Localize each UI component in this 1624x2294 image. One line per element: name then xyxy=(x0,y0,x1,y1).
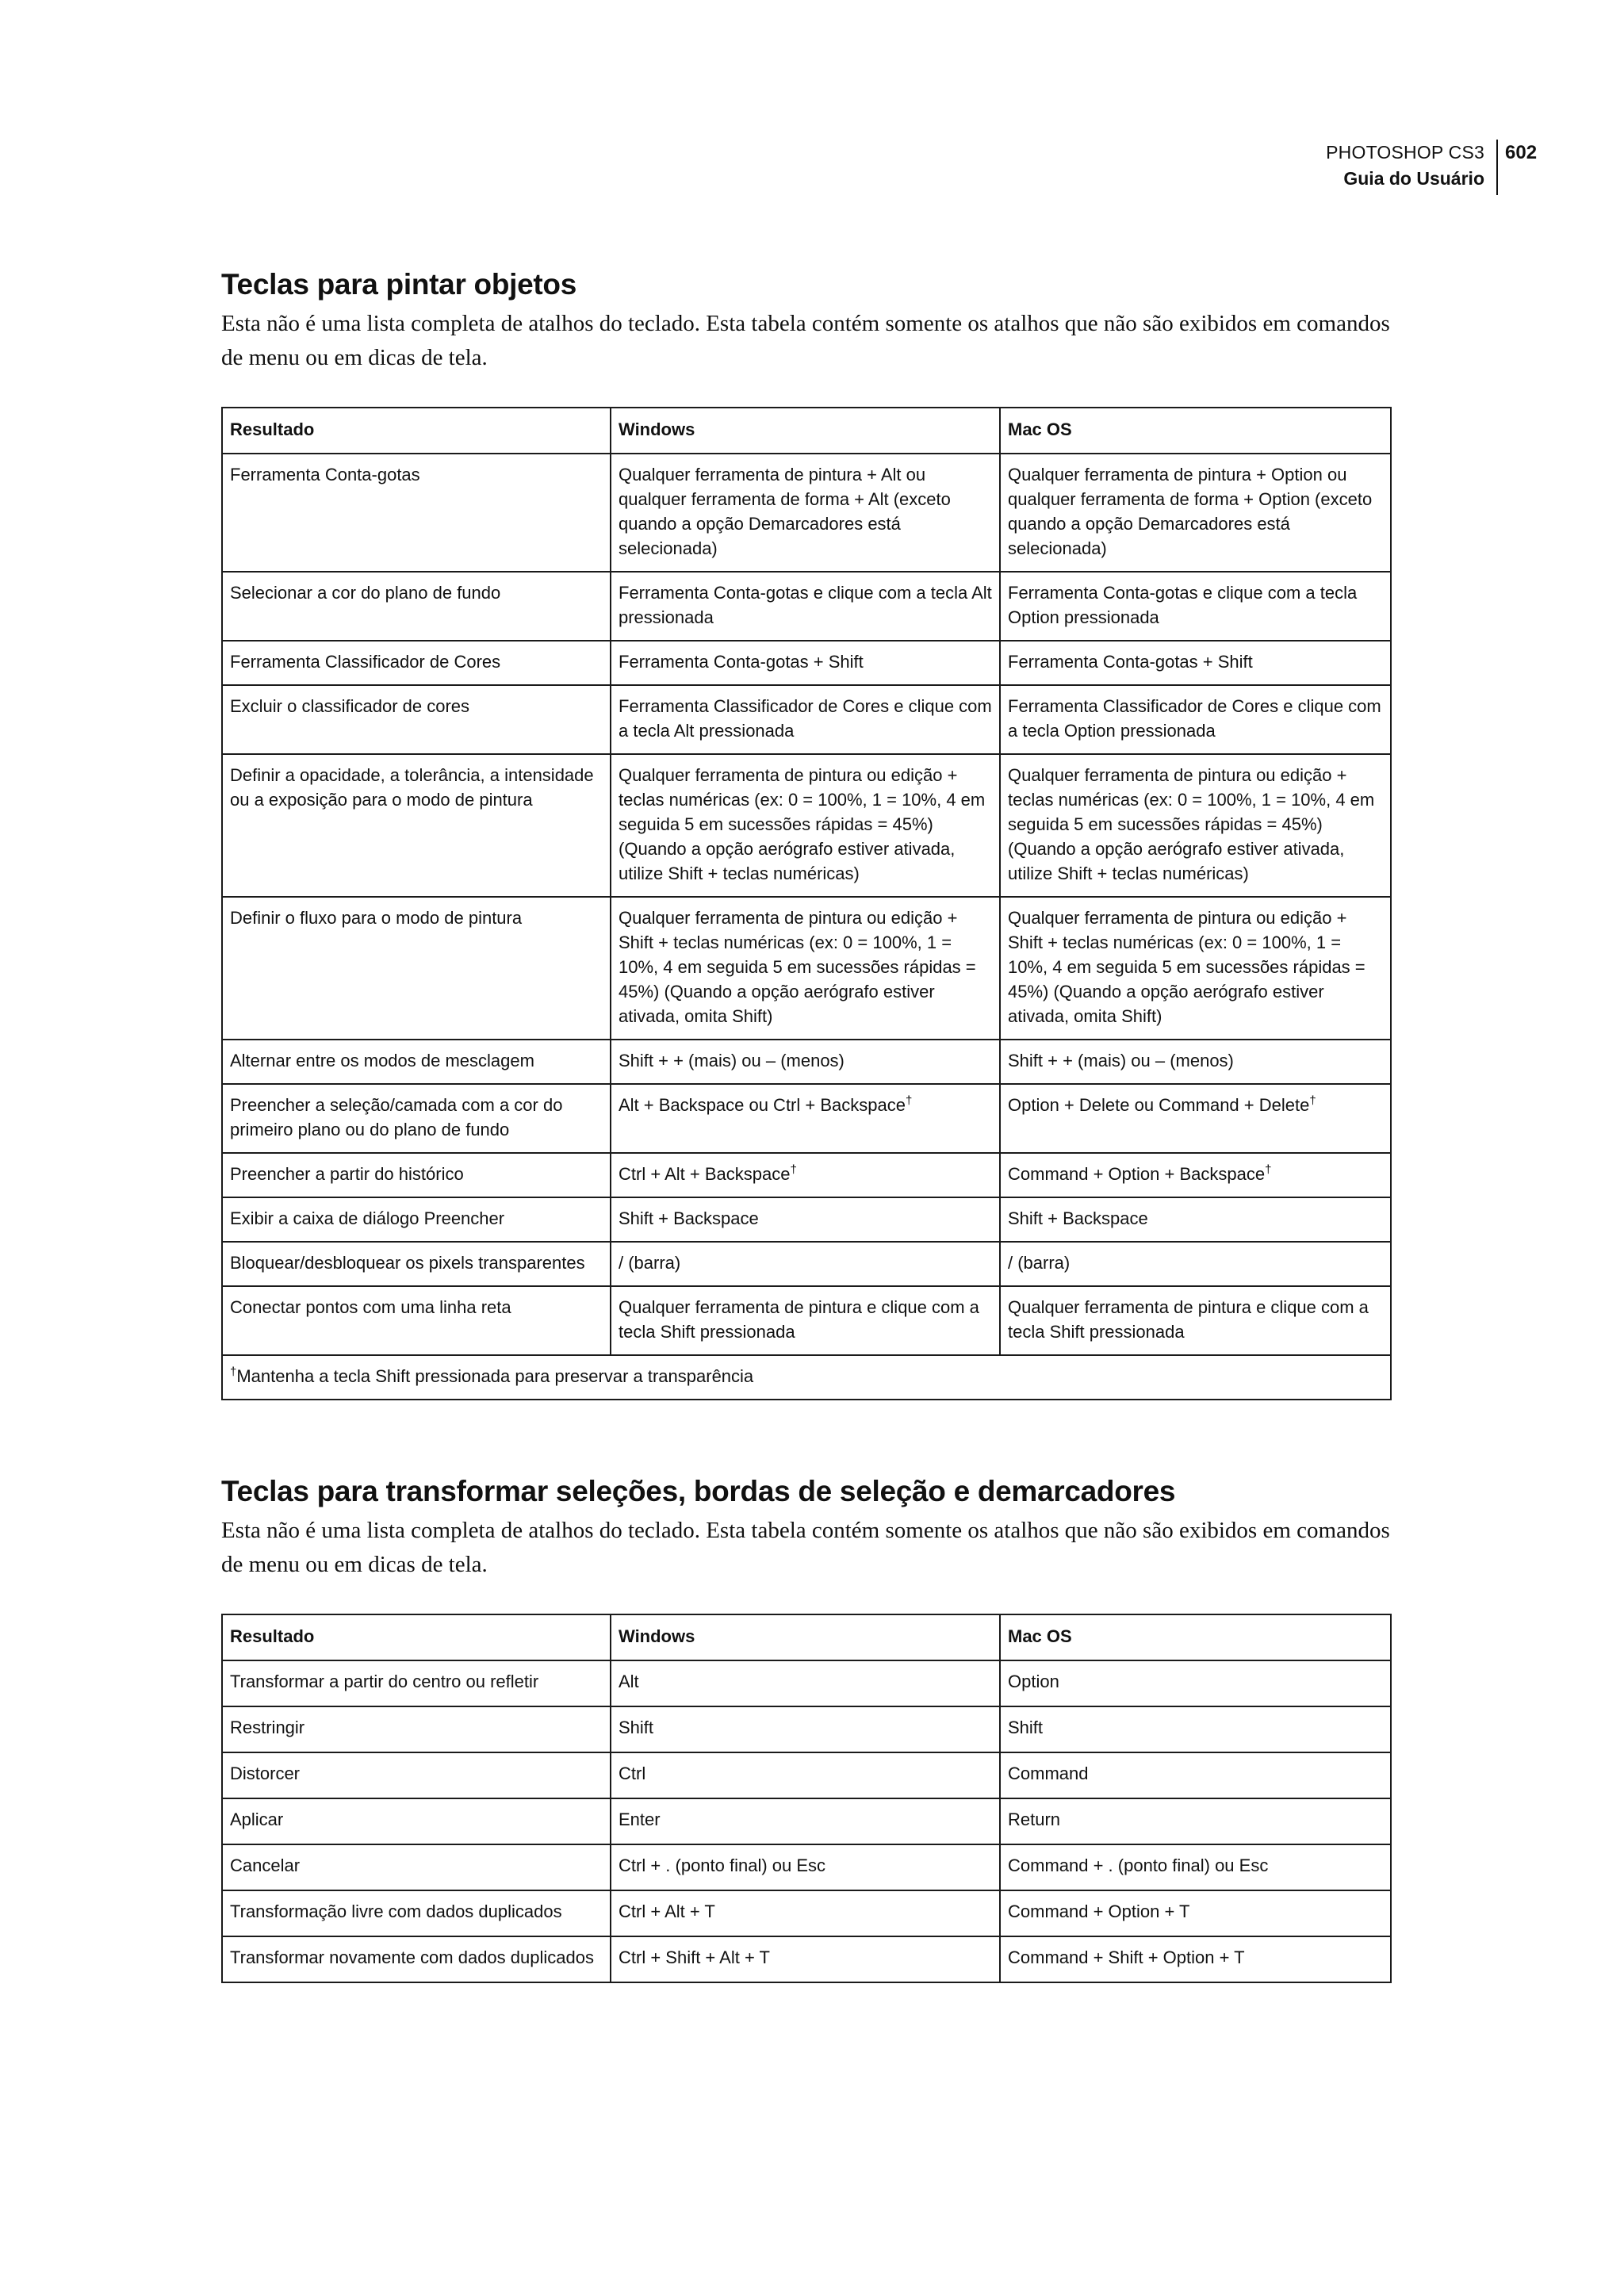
header-divider xyxy=(1496,140,1498,195)
cell-macos: Option + Delete ou Command + Delete† xyxy=(1000,1084,1391,1153)
cell-windows: Qualquer ferramenta de pintura ou edição + Shift + teclas numéricas (ex: 0 = 100%, 1 = 10%, 4 em seguida 5 em sucessões rápidas = 45%) (Quando a opção aerógrafo estiver ativada, omita Shift) xyxy=(611,897,1000,1040)
table-row xyxy=(222,1936,1391,1982)
cell-macos: Command + . (ponto final) ou Esc xyxy=(1000,1844,1391,1890)
table-body xyxy=(222,1660,1391,1982)
cell-macos: Ferramenta Conta-gotas + Shift xyxy=(1000,641,1391,685)
cell-windows: / (barra) xyxy=(611,1242,1000,1286)
header-guide: Guia do Usuário xyxy=(1343,168,1484,189)
cell-macos: Shift + + (mais) ou – (menos) xyxy=(1000,1040,1391,1084)
table-header-row xyxy=(222,408,1391,454)
table-row xyxy=(222,1084,1391,1153)
cell-result: Exibir a caixa de diálogo Preencher xyxy=(222,1197,611,1242)
cell-result: Bloquear/desbloquear os pixels transparentes xyxy=(222,1242,611,1286)
footnote-mark: † xyxy=(905,1093,913,1108)
cell-result: Restringir xyxy=(222,1706,611,1752)
cell-windows: Qualquer ferramenta de pintura ou edição + teclas numéricas (ex: 0 = 100%, 1 = 10%, 4 em seguida 5 em sucessões rápidas = 45%) (Quando a opção aerógrafo estiver ativada, utilize Shift + teclas numéricas) xyxy=(611,754,1000,897)
footnote-mark: † xyxy=(790,1162,797,1177)
cell-macos: Shift + Backspace xyxy=(1000,1197,1391,1242)
cell-macos: Qualquer ferramenta de pintura + Option ou qualquer ferramenta de forma + Option (exceto quando a opção Demarcadores está selecionada) xyxy=(1000,454,1391,572)
cell-macos: Command + Shift + Option + T xyxy=(1000,1936,1391,1982)
cell-macos: Qualquer ferramenta de pintura ou edição + teclas numéricas (ex: 0 = 100%, 1 = 10%, 4 em seguida 5 em sucessões rápidas = 45%) (Quando a opção aerógrafo estiver ativada, utilize Shift + teclas numéricas) xyxy=(1000,754,1391,897)
cell-windows: Alt + Backspace ou Ctrl + Backspace† xyxy=(611,1084,1000,1153)
column-header-macos: Mac OS xyxy=(1000,1614,1391,1660)
table-row xyxy=(222,1890,1391,1936)
cell-windows: Ctrl xyxy=(611,1752,1000,1798)
cell-macos: Qualquer ferramenta de pintura ou edição + Shift + teclas numéricas (ex: 0 = 100%, 1 = 10%, 4 em seguida 5 em sucessões rápidas = 45%) (Quando a opção aerógrafo estiver ativada, omita Shift) xyxy=(1000,897,1391,1040)
cell-windows: Shift + + (mais) ou – (menos) xyxy=(611,1040,1000,1084)
table-row xyxy=(222,1798,1391,1844)
shortcut-table-transform xyxy=(221,1614,1392,1983)
table-row xyxy=(222,897,1391,1040)
page-header xyxy=(0,140,1624,195)
shortcut-table-painting xyxy=(221,407,1392,1400)
cell-macos: Option xyxy=(1000,1660,1391,1706)
running-header xyxy=(1326,140,1497,192)
section-painting-keys xyxy=(221,266,1390,1400)
section-title: Teclas para pintar objetos xyxy=(221,268,576,301)
column-header-result: Resultado xyxy=(222,1614,611,1660)
cell-result: Cancelar xyxy=(222,1844,611,1890)
section-intro: Esta não é uma lista completa de atalhos do teclado. Esta tabela contém somente os atalhos que não são exibidos em comandos de menu ou em dicas de tela. xyxy=(221,311,1390,370)
footnote-mark: † xyxy=(1309,1093,1316,1108)
table-body xyxy=(222,454,1391,1400)
table-row xyxy=(222,641,1391,685)
table-row xyxy=(222,685,1391,754)
cell-windows: Ferramenta Classificador de Cores e clique com a tecla Alt pressionada xyxy=(611,685,1000,754)
table-row xyxy=(222,1153,1391,1197)
cell-result: Selecionar a cor do plano de fundo xyxy=(222,572,611,641)
section-intro: Esta não é uma lista completa de atalhos do teclado. Esta tabela contém somente os atalhos que não são exibidos em comandos de menu ou em dicas de tela. xyxy=(221,1518,1390,1577)
section-transform-keys xyxy=(221,1473,1390,1983)
table-row xyxy=(222,1844,1391,1890)
cell-macos: Shift xyxy=(1000,1706,1391,1752)
table-row xyxy=(222,1040,1391,1084)
header-product: PHOTOSHOP CS3 xyxy=(1326,142,1484,163)
cell-result: Ferramenta Classificador de Cores xyxy=(222,641,611,685)
cell-windows: Ctrl + Alt + T xyxy=(611,1890,1000,1936)
column-header-macos: Mac OS xyxy=(1000,408,1391,454)
table-row xyxy=(222,1197,1391,1242)
cell-macos: Command + Option + T xyxy=(1000,1890,1391,1936)
section-title: Teclas para transformar seleções, bordas de seleção e demarcadores xyxy=(221,1475,1176,1507)
cell-windows: Ctrl + . (ponto final) ou Esc xyxy=(611,1844,1000,1890)
cell-result: Ferramenta Conta-gotas xyxy=(222,454,611,572)
cell-result: Transformar a partir do centro ou refletir xyxy=(222,1660,611,1706)
cell-windows: Ctrl + Shift + Alt + T xyxy=(611,1936,1000,1982)
cell-macos: Return xyxy=(1000,1798,1391,1844)
table-header-row xyxy=(222,1614,1391,1660)
page-number: 602 xyxy=(1505,142,1538,163)
table-footnote xyxy=(222,1355,1391,1400)
table-row xyxy=(222,1660,1391,1706)
cell-macos: Ferramenta Classificador de Cores e clique com a tecla Option pressionada xyxy=(1000,685,1391,754)
table-row xyxy=(222,754,1391,897)
table-row xyxy=(222,454,1391,572)
cell-windows: Alt xyxy=(611,1660,1000,1706)
cell-result: Conectar pontos com uma linha reta xyxy=(222,1286,611,1355)
cell-result: Definir o fluxo para o modo de pintura xyxy=(222,897,611,1040)
cell-macos: Command + Option + Backspace† xyxy=(1000,1153,1391,1197)
cell-result: Distorcer xyxy=(222,1752,611,1798)
cell-macos: Ferramenta Conta-gotas e clique com a tecla Option pressionada xyxy=(1000,572,1391,641)
column-header-result: Resultado xyxy=(222,408,611,454)
footnote-mark: † xyxy=(230,1365,237,1379)
cell-result: Transformação livre com dados duplicados xyxy=(222,1890,611,1936)
table-row xyxy=(222,1286,1391,1355)
footnote-text: Mantenha a tecla Shift pressionada para preservar a transparência xyxy=(236,1366,754,1386)
footnote-mark: † xyxy=(1265,1162,1272,1177)
cell-macos: Command xyxy=(1000,1752,1391,1798)
table-row xyxy=(222,1706,1391,1752)
table-row xyxy=(222,1242,1391,1286)
cell-macos: / (barra) xyxy=(1000,1242,1391,1286)
cell-windows: Qualquer ferramenta de pintura e clique com a tecla Shift pressionada xyxy=(611,1286,1000,1355)
column-header-windows: Windows xyxy=(611,408,1000,454)
table-footnote-row xyxy=(222,1355,1391,1400)
cell-result: Aplicar xyxy=(222,1798,611,1844)
cell-macos: Qualquer ferramenta de pintura e clique com a tecla Shift pressionada xyxy=(1000,1286,1391,1355)
cell-result: Preencher a partir do histórico xyxy=(222,1153,611,1197)
cell-windows: Shift xyxy=(611,1706,1000,1752)
cell-windows: Qualquer ferramenta de pintura + Alt ou qualquer ferramenta de forma + Alt (exceto quando a opção Demarcadores está selecionada) xyxy=(611,454,1000,572)
cell-result: Definir a opacidade, a tolerância, a intensidade ou a exposição para o modo de pintura xyxy=(222,754,611,897)
cell-result: Transformar novamente com dados duplicados xyxy=(222,1936,611,1982)
column-header-windows: Windows xyxy=(611,1614,1000,1660)
table-row xyxy=(222,1752,1391,1798)
cell-windows: Shift + Backspace xyxy=(611,1197,1000,1242)
cell-windows: Ctrl + Alt + Backspace† xyxy=(611,1153,1000,1197)
table-row xyxy=(222,572,1391,641)
cell-windows: Enter xyxy=(611,1798,1000,1844)
cell-windows: Ferramenta Conta-gotas e clique com a tecla Alt pressionada xyxy=(611,572,1000,641)
cell-result: Alternar entre os modos de mesclagem xyxy=(222,1040,611,1084)
cell-result: Preencher a seleção/camada com a cor do primeiro plano ou do plano de fundo xyxy=(222,1084,611,1153)
cell-result: Excluir o classificador de cores xyxy=(222,685,611,754)
cell-windows: Ferramenta Conta-gotas + Shift xyxy=(611,641,1000,685)
